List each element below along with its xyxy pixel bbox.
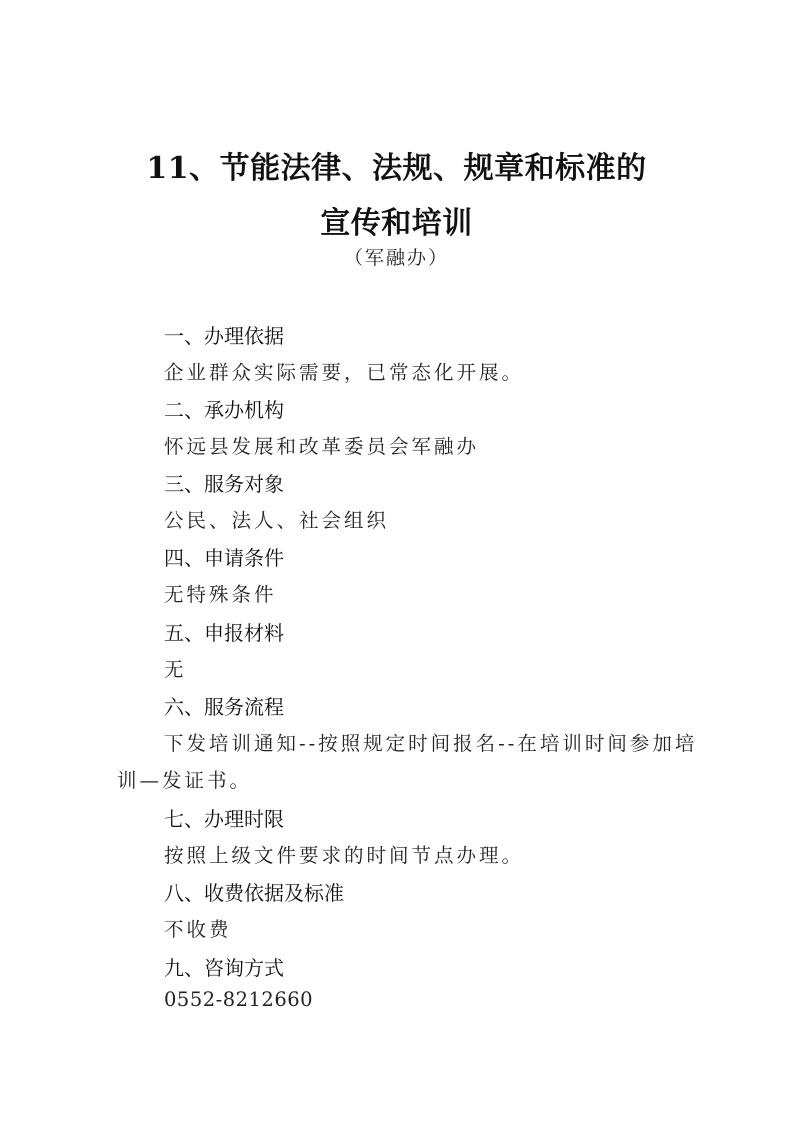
section-content-process-line-2: 训—发证书。 [117, 769, 253, 792]
document-title-line-1: 11、节能法律、法规、规章和标准的 [146, 151, 647, 186]
section-heading-service-target: 三、服务对象 [164, 472, 284, 496]
section-heading-basis: 一、办理依据 [164, 324, 284, 348]
department-label: （军融办） [343, 247, 449, 269]
consultation-phone-number: 0552-8212660 [164, 988, 314, 1011]
section-heading-time-limit: 七、办理时限 [164, 807, 284, 831]
section-content-basis: 企业群众实际需要，已常态化开展。 [164, 361, 525, 384]
section-heading-process: 六、服务流程 [164, 695, 284, 719]
section-content-service-target: 公民、法人、社会组织 [164, 509, 390, 532]
section-heading-organization: 二、承办机构 [164, 398, 284, 422]
section-content-materials: 无 [164, 658, 187, 681]
section-content-fees: 不收费 [164, 918, 232, 941]
section-content-process-line-1: 下发培训通知--按照规定时间报名--在培训时间参加培 [164, 732, 698, 755]
section-heading-fees: 八、收费依据及标准 [164, 881, 344, 905]
section-heading-conditions: 四、申请条件 [164, 546, 284, 570]
section-content-organization: 怀远县发展和改革委员会军融办 [164, 435, 480, 458]
document-title-line-2: 宣传和培训 [320, 206, 473, 241]
section-content-conditions: 无特殊条件 [164, 583, 277, 606]
section-heading-materials: 五、申报材料 [164, 621, 284, 645]
section-content-time-limit: 按照上级文件要求的时间节点办理。 [164, 844, 525, 867]
section-heading-consultation: 九、咨询方式 [164, 956, 284, 980]
